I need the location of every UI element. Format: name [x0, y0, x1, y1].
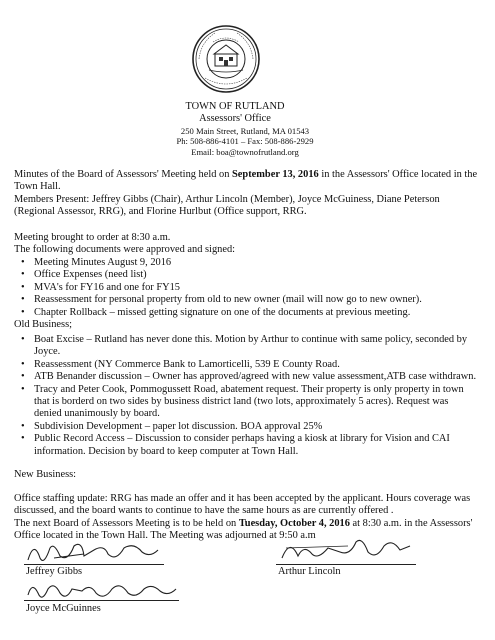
- town-seal: [191, 24, 261, 94]
- letterhead-phone-fax: Ph: 508-886-4101 – Fax: 508-886-2929: [176, 136, 314, 146]
- intro-suffix: in the Assessors' Office located in the Town Hall.: [14, 169, 478, 193]
- signature-line-2: [276, 564, 416, 565]
- approved-list: [18, 257, 478, 319]
- list-item: • Boat Excise – Rutland has never done this. Motion by Arthur to continue with same policy, seconded by Joyce.: [18, 334, 478, 359]
- order-statement: Meeting brought to order at 8:30 a.m.: [14, 232, 171, 243]
- members-present: Members Present: Jeffrey Gibbs (Chair), Arthur Lincoln (Member), Joyce McGuiness, Diane Peterson (Regional Assessor, RRG), and Florine Hurlbut (Office support, RRG.: [14, 194, 440, 218]
- letterhead-town: TOWN OF RUTLAND: [185, 101, 285, 112]
- list-item: • Subdivision Development – paper lot discussion. BOA approval 25%: [18, 421, 478, 433]
- signer-name-lincoln: Arthur Lincoln: [278, 566, 341, 577]
- approved-heading: The following documents were approved and signed:: [14, 244, 236, 255]
- next-suffix: at 8:30 a.m. in the Assessors' Office located in the Town Hall. The Meeting was adjourned at 9:50 a.m: [14, 518, 473, 542]
- list-item: • MVA's for FY16 and one for FY15: [18, 282, 478, 294]
- seal-graphic: [191, 24, 261, 94]
- signature-line-1: [24, 564, 164, 565]
- list-item: • Tracy and Peter Cook, Pommogussett Road, abatement request. Their property is only property in town that is borderd on two sides by business district land (two lots, approximately 5 acres). Request was denied unanimously by board.: [18, 384, 478, 421]
- letterhead-office: Assessors' Office: [199, 113, 271, 124]
- next-prefix: The next Board of Assessors Meeting is to be held on: [14, 518, 239, 529]
- old-business-heading: Old Business;: [14, 319, 73, 330]
- staffing-update: Office staffing update: RRG has made an offer and it has been accepted by the applicant. Hours coverage was discussed, and the board wants to continue to have the same hours as are currently offered .: [14, 493, 471, 517]
- list-item: • Office Expenses (need list): [18, 269, 478, 281]
- list-item: • Public Record Access – Discussion to consider perhaps having a kiosk at library for Vision and CAI information. Decision by board to keep computer at Town Hall.: [18, 433, 478, 458]
- list-item: • Chapter Rollback – missed getting signature on one of the documents at previous meeting.: [18, 307, 478, 319]
- list-item: • Reassessment (NY Commerce Bank to Lamorticelli, 539 E County Road.: [18, 359, 478, 371]
- intro-prefix: Minutes of the Board of Assessors' Meeting held on: [14, 169, 233, 180]
- signature-lincoln: [276, 534, 416, 564]
- letterhead-email: Email: boa@townofrutland.org: [191, 147, 299, 157]
- signer-name-mcguinnes: Joyce McGuinnes: [26, 603, 101, 614]
- meeting-date: September 13, 2016: [232, 169, 319, 180]
- list-item: • Reassessment for personal property from old to new owner (mail will now go to new owner).: [18, 294, 478, 306]
- new-business-heading: New Business:: [14, 469, 77, 480]
- signature-line-3: [24, 600, 179, 601]
- list-item: • ATB Benander discussion – Owner has approved/agreed with new value assessment,ATB case withdrawn.: [18, 371, 478, 383]
- next-meeting-date: Tuesday, October 4, 2016: [238, 518, 350, 529]
- old-business-list: [18, 334, 478, 458]
- letterhead-address: 250 Main Street, Rutland, MA 01543: [180, 126, 310, 136]
- minutes-intro: [14, 169, 480, 194]
- signer-name-gibbs: Jeffrey Gibbs: [26, 566, 83, 577]
- list-item: • Meeting Minutes August 9, 2016: [18, 257, 478, 269]
